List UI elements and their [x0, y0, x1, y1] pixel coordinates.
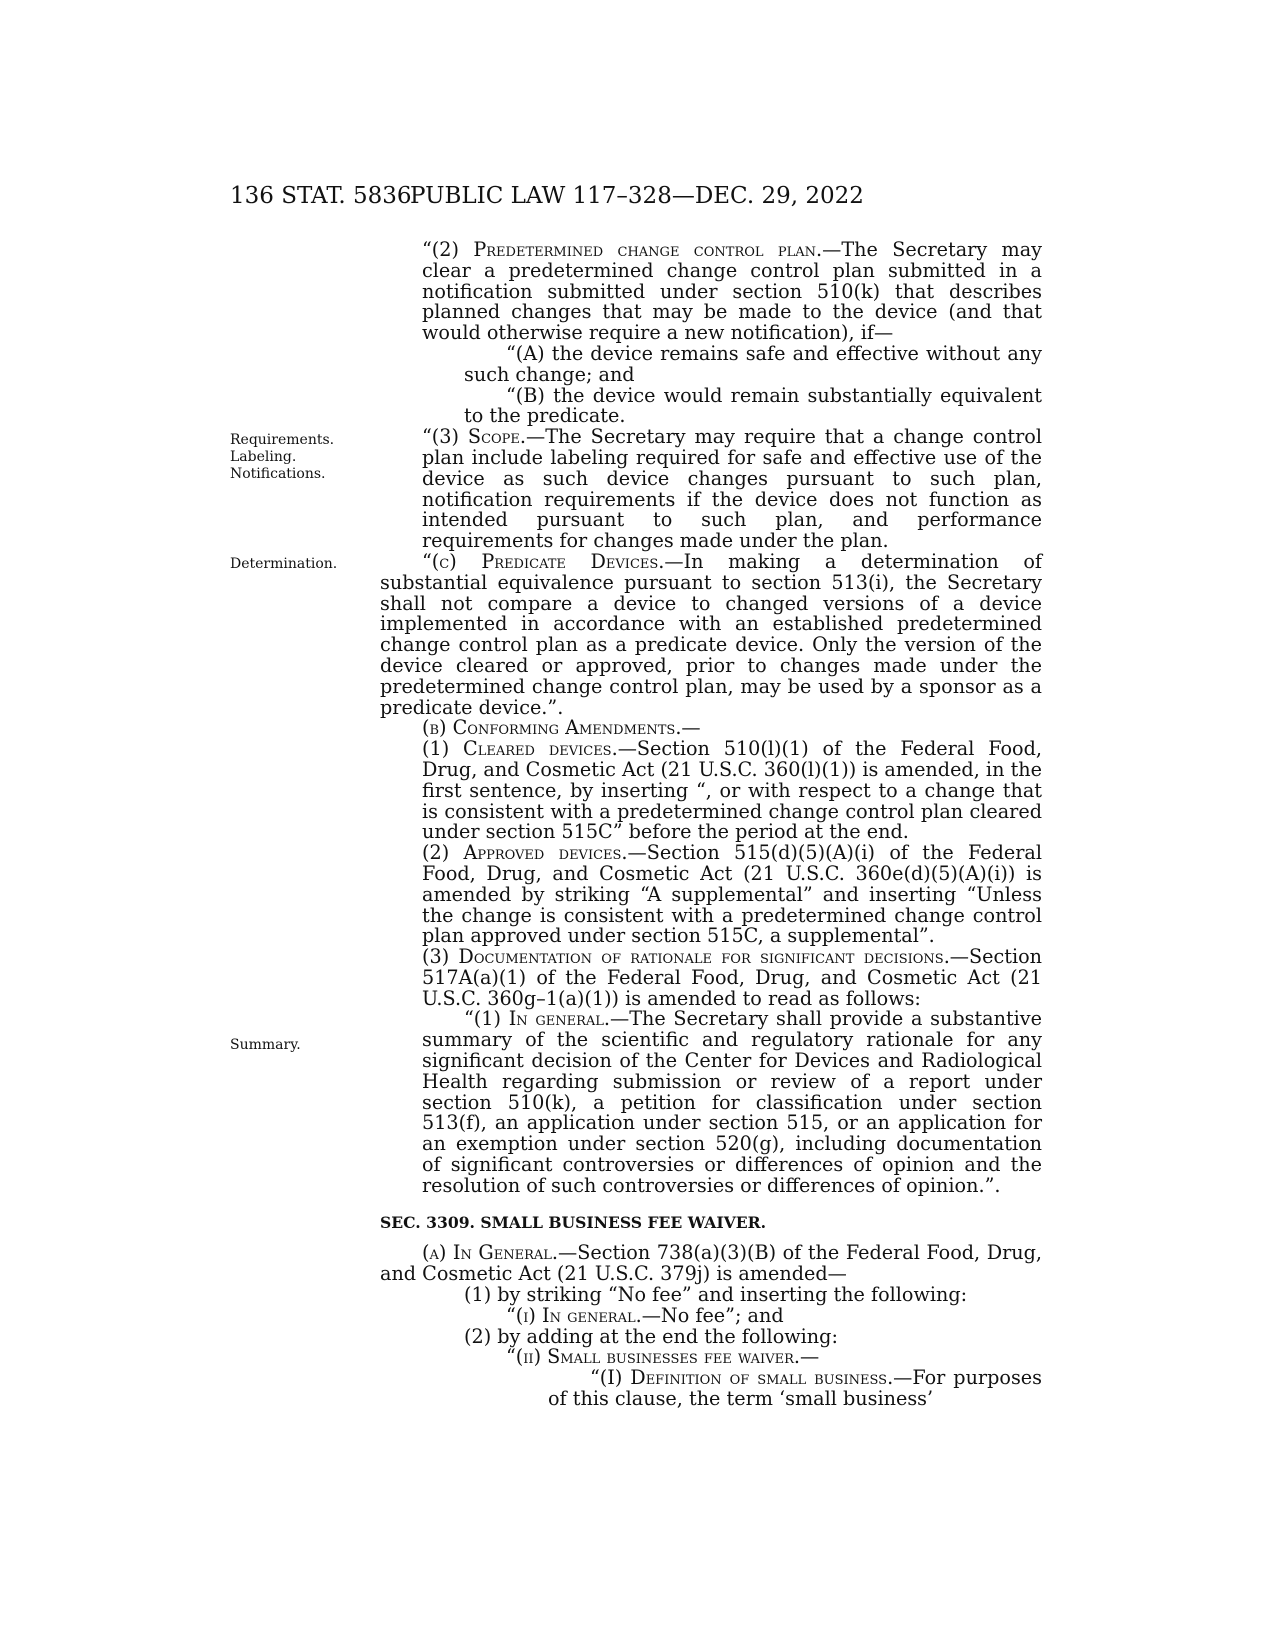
paragraph-text: —Section 517A(a)(1) of the Federal Food, Drug, and Cosmetic Act (21 U.S.C. 360g–1(a)(1)) is amended to read as follows: — [422, 945, 1042, 1010]
running-title: PUBLIC LAW 117–328—DEC. 29, 2022 — [410, 183, 864, 209]
paragraph-heading: “(i) In general. — [506, 1303, 642, 1327]
paragraph-heading: “(1) In general. — [464, 1007, 610, 1031]
section-heading: SEC. 3309. SMALL BUSINESS FEE WAIVER. — [380, 1212, 767, 1232]
page-reference: 136 STAT. 5836 — [230, 183, 412, 209]
paragraph-b2 — [380, 843, 1042, 947]
paragraph-3 — [380, 427, 1042, 552]
paragraph-text: —Section 510(l)(1) of the Federal Food, Drug, and Cosmetic Act (21 U.S.C. 360(l)(1)) is amended, in the first sentence, by inserting “, or with respect to a change that is consistent with a predetermined change control plan cleared under section 515C” before the period at the end. — [422, 737, 1042, 844]
paragraph-2 — [380, 240, 1042, 344]
clause-i — [380, 1303, 1042, 1327]
paragraph-heading: “(ii) Small businesses fee waiver. — [506, 1345, 800, 1369]
paragraph-text: —Section 738(a)(3)(B) of the Federal Food, Drug, and Cosmetic Act (21 U.S.C. 379j) is amended— — [380, 1241, 1042, 1286]
paragraph-a2: (2) by adding at the end the following: — [464, 1324, 838, 1348]
paragraph-text: —In making a determination of substantial equivalence pursuant to section 513(i), the Secretary shall not compare a device to changed versions of a device implemented in accordance with an established predetermined change control plan as a predicate device. Only the version of the device cleared or approved, prior to changes made under the predetermined change control plan, may be used by a sponsor as a predicate device.”. — [380, 549, 1042, 719]
subsection-a — [380, 1243, 1042, 1285]
paragraph-heading: (a) In General. — [422, 1241, 559, 1265]
paragraph-heading: “(I) Definition of small business. — [590, 1366, 894, 1390]
quoted-paragraph-1 — [380, 1009, 1042, 1196]
sidenote-line: Requirements. — [230, 432, 335, 448]
paragraph-text: —Section 515(d)(5)(A)(i) of the Federal Food, Drug, and Cosmetic Act (21 U.S.C. 360e(d)(5)(A)(i)) is amended by striking “A supplemental” and inserting “Unless the change is consistent with a predetermined change control plan approved under section 515C, a supplemental”. — [422, 841, 1042, 948]
paragraph-heading: “(2) Predetermined change control plan. — [422, 238, 823, 261]
subparagraph-a: “(A) the device remains safe and effective without any such change; and — [464, 341, 1042, 386]
sidenote-line: Notifications. — [230, 466, 326, 482]
paragraph-text: —The Secretary shall provide a substantive summary of the scientific and regulatory rationale for any significant decision of the Center for Devices and Radiological Health regarding submission or review of a report under section 510(k), a petition for classification under section 513(f), an application under section 515, or an application for an exemption under section 520(g), including documentation of significant controversies or differences of opinion and the resolution of such controversies or differences of opinion.”. — [422, 1007, 1042, 1197]
sidenote-requirements — [230, 432, 334, 483]
paragraph-b3 — [380, 947, 1042, 1009]
paragraph-heading: (2) Approved devices. — [422, 841, 628, 865]
paragraph-b1 — [380, 739, 1042, 843]
subparagraph-b: “(B) the device would remain substantially equivalent to the predicate. — [464, 383, 1042, 428]
subclause-I — [380, 1368, 1042, 1410]
paragraph-text: — — [681, 716, 701, 740]
sidenote-summary: Summary. — [230, 1037, 301, 1053]
paragraph-text: — — [799, 1345, 820, 1369]
paragraph-text: —The Secretary may require that a change control plan include labeling required for safe and effective use of the device as such device changes pursuant to such plan, notification requirements if the device does not function as intended pursuant to such plan, and performance requirements for changes made under the plan. — [422, 425, 1042, 553]
subsection-c — [380, 549, 1042, 719]
paragraph-heading: (3) Documentation of rationale for significant decisions. — [422, 945, 950, 969]
paragraph-heading: (b) Conforming Amendments. — [422, 716, 682, 740]
paragraph-heading: (1) Cleared devices. — [422, 737, 618, 761]
paragraph-text: —The Secretary may clear a predetermined change control plan submitted in a notification submitted under section 510(k) that describes planned changes that may be made to the device (and that would otherwise require a new notification), if— — [422, 238, 1043, 345]
paragraph-heading: “(3) Scope. — [422, 425, 527, 449]
paragraph-heading: “(c) Predicate Devices. — [422, 549, 665, 573]
paragraph-a1: (1) by striking “No fee” and inserting the following: — [464, 1283, 968, 1307]
paragraph-text: —No fee”; and — [641, 1303, 784, 1327]
clause-ii — [380, 1347, 1042, 1368]
sidenote-determination: Determination. — [230, 556, 338, 572]
paragraph-text: —For purposes of this clause, the term ‘small business’ — [548, 1366, 1042, 1411]
sidenote-line: Labeling. — [230, 449, 297, 465]
statute-body — [380, 240, 1042, 1410]
subsection-b — [380, 718, 1042, 739]
